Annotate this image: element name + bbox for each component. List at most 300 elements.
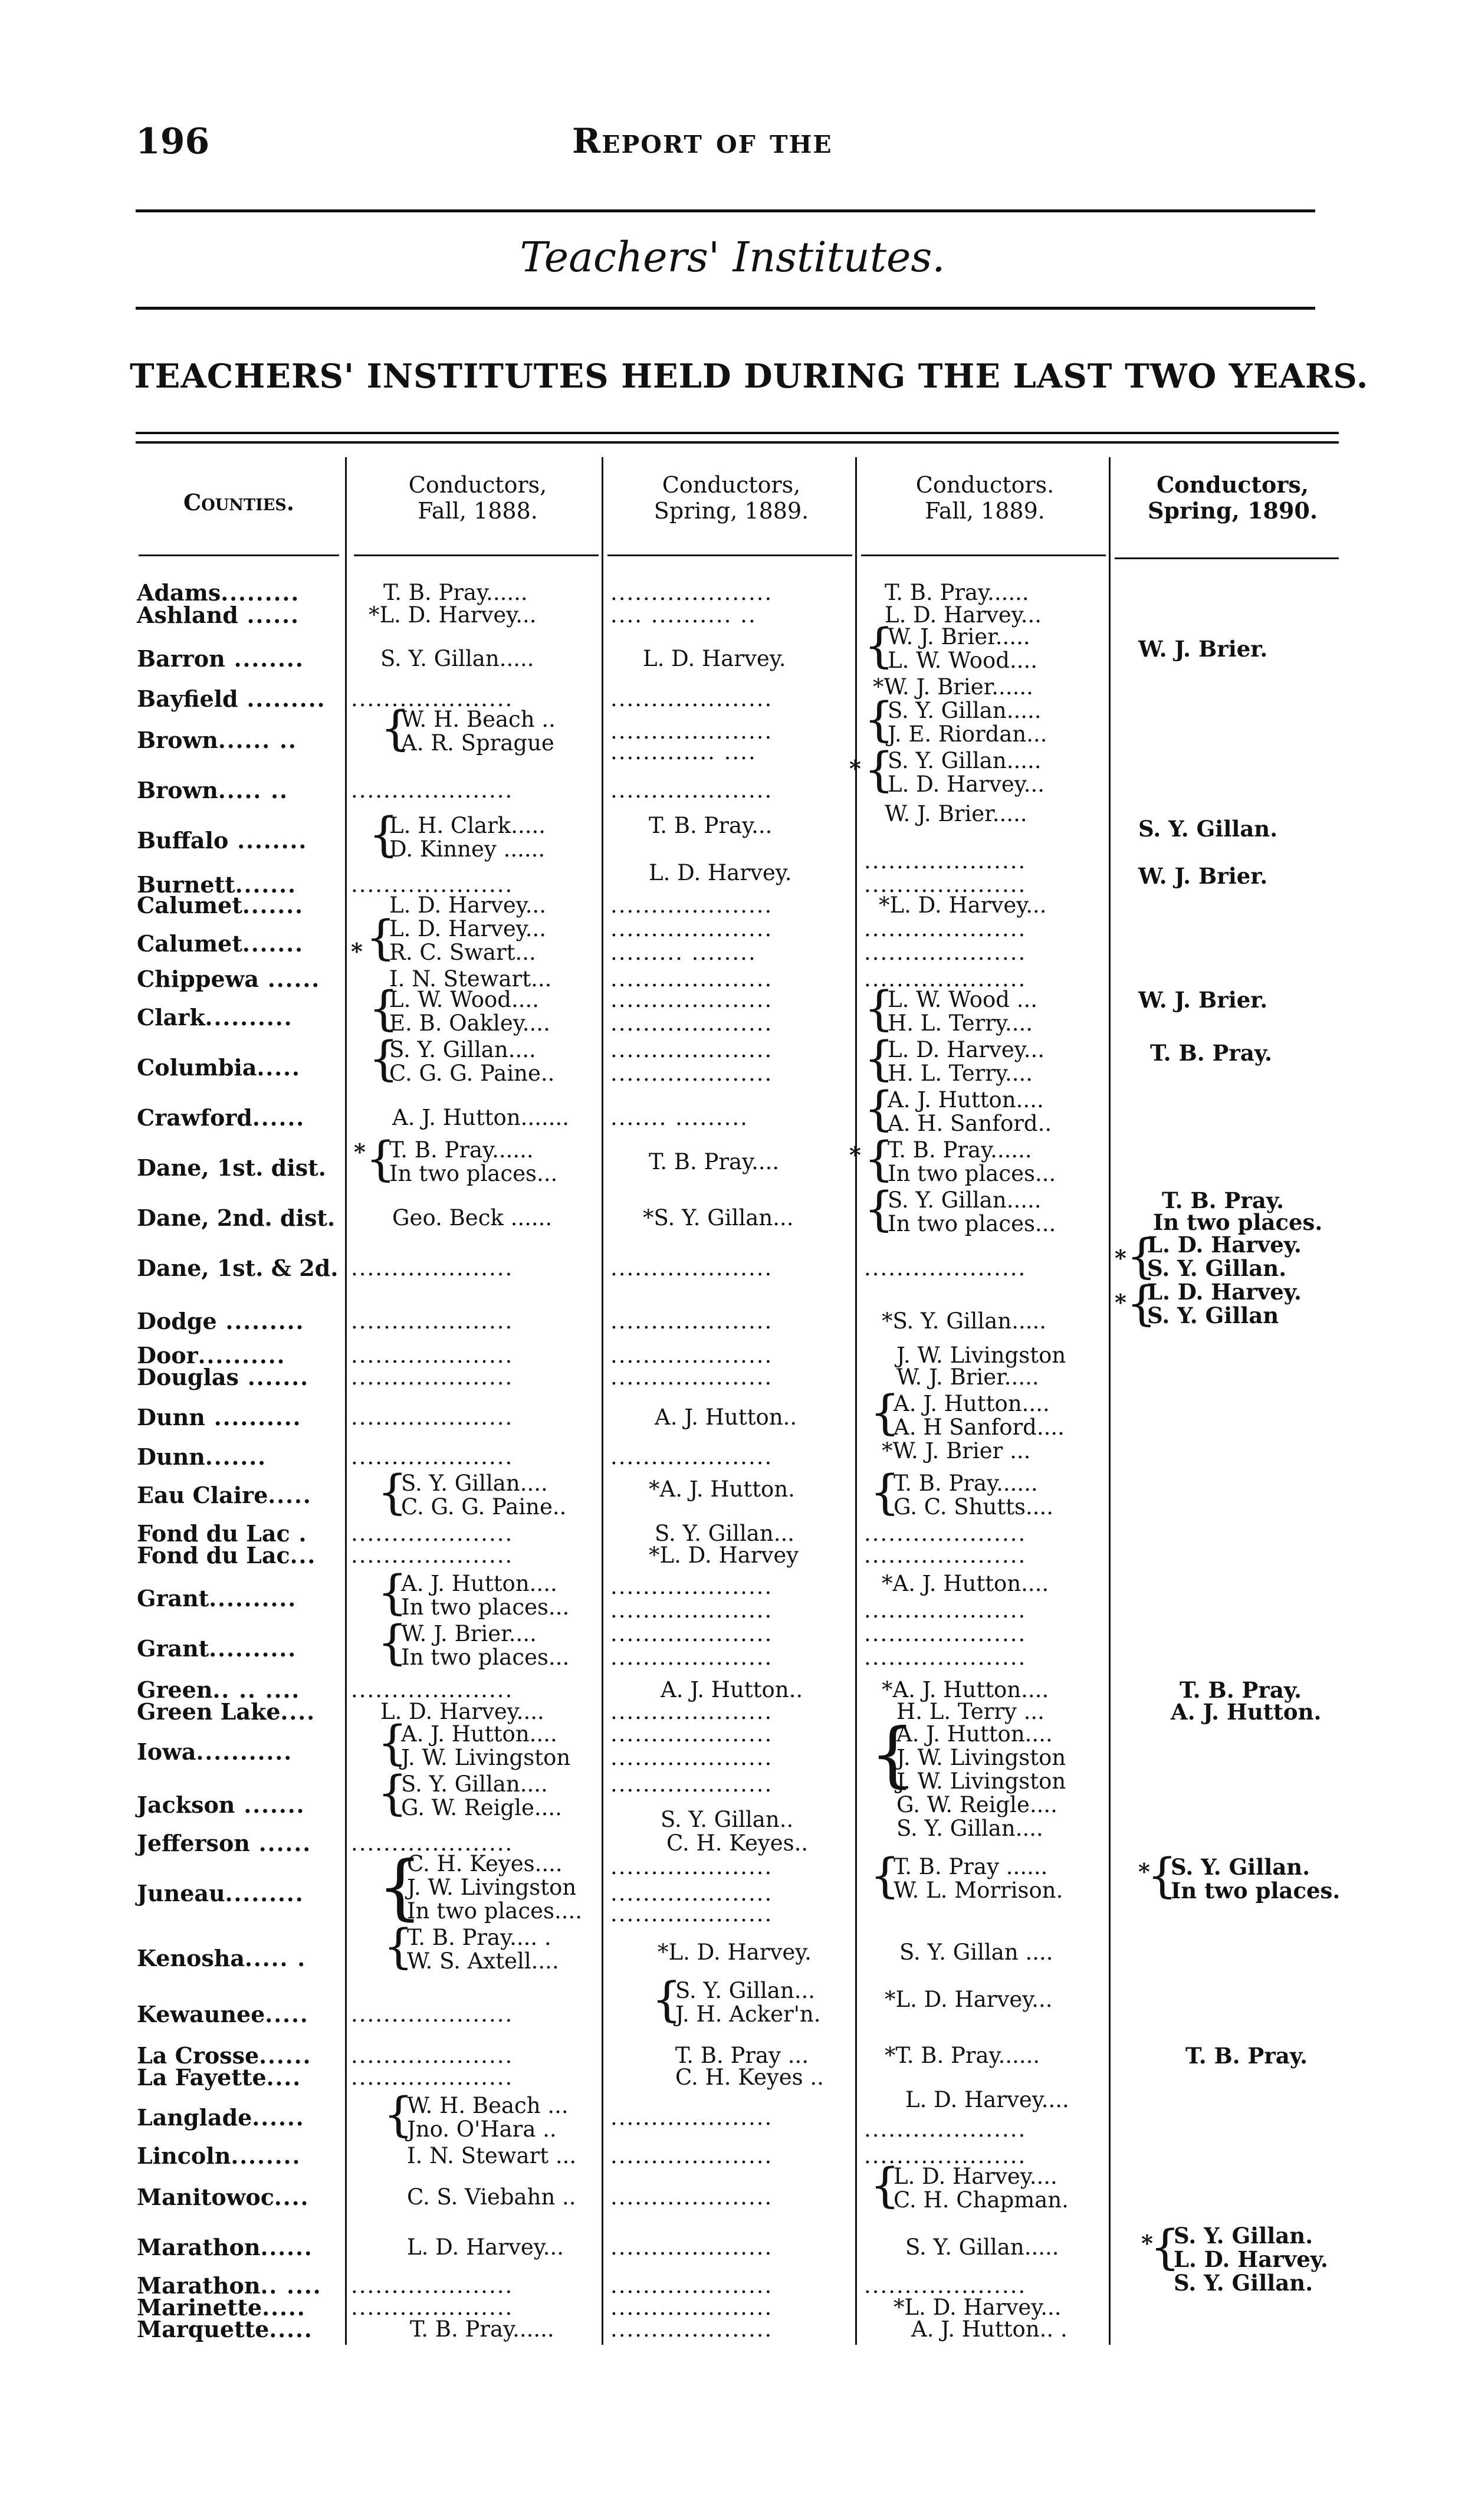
col-head-spring1890-line2: Spring, 1890. [1147,497,1318,524]
conductor-name: T. B. Pray [894,1854,1000,1879]
conductor-name: S. Y. Gillan [661,1807,780,1832]
fall1888-cell: C. H. Keyes.... [407,1851,563,1876]
county-label: Chippewa [137,966,259,992]
county-label: Columbia [137,1054,257,1081]
spring1889-empty: .................... [610,777,773,803]
conductor-name: L. D. Harvey. [1174,2246,1328,2272]
spring1890-cell [1171,1700,1321,1724]
leader-dots: .......... [205,1405,302,1430]
fall1888-empty: .................... [351,1308,514,1334]
spring1889-empty: .................... [610,892,773,918]
fall1888-empty: .................... [351,1677,514,1702]
fall1889-cell: L. W. Wood.... [888,648,1037,673]
county-dane-1st [137,1156,326,1180]
fall1889-cell [896,1344,1066,1367]
fall1889-cell: A. J. Hutton.... [894,1391,1050,1416]
leader-dots: ......... [225,1881,304,1907]
spring1889-empty: .................... [610,686,773,711]
col-divider-3 [855,457,857,2345]
fall1889-cell: A. J. Hutton.... [896,1721,1053,1747]
conductor-name: *L. D. Harvey [894,2295,1041,2320]
conductor-name: *A. J. Hutton [882,1571,1021,1596]
county-label: Burnett [137,871,235,898]
leader-dots: .......... [205,1005,293,1031]
conductor-name: W. J. Brier. [1138,636,1268,662]
county-label: Jefferson [137,1830,250,1856]
county-label: La Crosse [137,2042,260,2069]
fall1889-cell: L. D. Harvey.... [894,2164,1057,2189]
county-label: Marinette [137,2294,262,2321]
leader-dots: .......... [198,1343,286,1369]
county-label: Juneau [137,1880,225,1907]
fall1888-cell: T. B. Pray...... [410,2316,554,2342]
fall1888-cell: C. G. G. Paine.. [401,1494,567,1520]
asterisk-mark: * [1138,1858,1150,1885]
leader-dots: ...... [252,1105,306,1131]
fall1888-cell [407,1876,576,1899]
conductor-name: L. D. Harvey [643,646,779,671]
fall1888-empty: .................... [351,1343,514,1368]
spring1889-cell: L. D. Harvey. [643,646,786,671]
conductor-name: S. Y. Gillan. [1174,2223,1313,2249]
conductor-name: C. H. Keyes [666,1830,794,1856]
county-calumet-1 [137,894,304,917]
conductor-name: *A. J. Hutton [649,1476,789,1502]
leader-dots: ......... [238,686,326,712]
brace-icon: { [366,910,396,965]
spring1890-cell [1171,1879,1340,1902]
fall1889-cell: T. B. Pray ...... [894,1854,1048,1879]
conductor-name: J. W. Livingston [896,1768,1066,1794]
conductor-name: A. J. Hutton [401,1721,530,1747]
county-label: Buffalo [137,827,229,854]
fall1888-cell: L. D. Harvey... [389,916,547,941]
conductor-name: S. Y. Gillan [389,1037,508,1062]
fall1889-cell: S. Y. Gillan.... [896,1816,1043,1841]
conductor-name: W. H. Beach [407,2093,541,2118]
fall1888-cell: L. H. Clark..... [389,813,546,838]
brace-icon: { [864,1081,894,1136]
county-kewaunee [137,2003,309,2026]
spring1889-empty: .................... [610,966,773,992]
county-label: Clark [137,1004,205,1031]
conductor-name: G. W. Reigle [401,1795,534,1820]
county-jefferson [137,1832,311,1855]
spring1889-cell: J. H. Acker'n. [675,2001,821,2027]
conductor-name: S. Y. Gillan. [1174,2270,1313,2296]
conductor-name: G. W. Reigle [896,1792,1030,1817]
spring1889-cell: A. J. Hutton.. [661,1677,803,1702]
leader-dots: ..... [257,1055,301,1081]
leader-dots: .......... [209,1636,297,1662]
county-label: Dane, 1st. dist. [137,1154,326,1181]
spring1889-empty: .................... [610,1308,773,1334]
brace-icon: { [864,1131,894,1186]
county-label: Grant [137,1585,209,1612]
fall1889-cell: *W. J. Brier ... [882,1438,1031,1464]
fall1888-empty: .................... [351,1364,514,1390]
spring1890-cell [1174,2224,1313,2247]
conductor-name: Jno. O'Hara [407,2117,536,2142]
county-label: Brown [137,727,218,753]
spring1890-cell [1138,864,1267,888]
conductor-name: I. N. Stewart [407,2143,549,2168]
conductor-name: W. J. Brier [888,624,996,649]
county-label: Dunn [137,1404,205,1430]
county-brown-2 [137,779,288,802]
brace-icon: { [864,618,894,673]
brace-icon: { [383,2087,413,2142]
spring1889-cell: S. Y. Gillan... [655,1521,794,1546]
county-dodge [137,1310,304,1333]
county-label: Kenosha [137,1945,245,1971]
leader-dots: .......... [209,1586,297,1612]
fall1888-cell: W. H. Beach ... [407,2093,569,2118]
fall1889-cell [896,1746,1066,1770]
col-divider-4 [1109,457,1111,2345]
fall1888-empty: .................... [351,1543,514,1568]
spring1889-empty: .................... [610,1771,773,1797]
spring1889-cell: *A. J. Hutton. [649,1476,795,1502]
brace-icon: { [369,807,399,862]
fall1888-cell: In two places.... [407,1898,583,1924]
conductor-name: W. H. Beach [401,707,535,732]
brace-icon: { [383,1919,413,1974]
conductor-name: W. J. Brier. [1138,987,1268,1013]
conductor-name: H. L. Terry [888,1061,1005,1086]
conductor-name: W. L. Morrison [894,1878,1056,1903]
fall1888-empty: .................... [351,2273,514,2298]
col-head-fall1889 [861,472,1109,524]
fall1889-cell: S. Y. Gillan..... [888,698,1042,723]
county-label: Door [137,1342,198,1369]
county-label: Manitowoc [137,2184,274,2210]
brace-icon: { [377,1565,408,1620]
spring1889-empty: .................... [610,1901,773,1927]
county-marquette [137,2318,313,2341]
county-barron [137,647,304,671]
fall1889-empty: .................... [864,1621,1027,1646]
spring1890-cell [1147,1233,1302,1256]
fall1889-cell: W. L. Morrison. [894,1878,1063,1903]
county-label: Marathon [137,2234,261,2260]
table-top-rule-2 [136,441,1339,444]
head-rule-counties [139,554,339,556]
conductor-name: In two places [389,1161,537,1186]
brace-icon: { [870,1848,900,1903]
spring1889-empty: .................... [610,2295,773,2320]
fall1888-empty: .................... [351,686,514,711]
fall1889-cell: *L. D. Harvey... [879,892,1047,918]
fall1889-cell: L. D. Harvey... [888,1037,1045,1062]
conductor-name: A. J. Hutton [911,2316,1040,2342]
spring1889-cell: T. B. Pray.... [649,1149,780,1174]
conductor-name: J. W. Livingston [896,1745,1066,1770]
fall1889-empty: .................... [864,2117,1027,2142]
fall1889-empty: .................... [864,2143,1027,2168]
county-langlade [137,2106,305,2129]
county-label: Grant [137,1635,209,1662]
fall1889-cell: *T. B. Pray...... [885,2043,1040,2068]
conductor-name: I. N. Stewart [389,966,531,992]
conductor-name: Geo. Beck [392,1205,504,1231]
county-label: Dunn [137,1443,205,1470]
spring1889-empty: .................... [610,718,773,744]
conductor-name: W. J. Brier [896,1364,1004,1390]
county-label: Calumet [137,892,242,918]
brace-icon: { [864,1182,894,1236]
leader-dots: ........ [228,828,308,854]
county-dane-1st-2d [137,1256,338,1280]
fall1889-cell: In two places... [888,1161,1056,1186]
conductor-name: L. W. Wood [888,987,1010,1012]
conductor-name: W. J. Brier. [1138,863,1268,889]
col-head-spring1890-line1: Conductors, [1156,471,1309,498]
fall1889-cell: H. L. Terry.... [888,1010,1033,1036]
brace-icon: { [864,692,894,747]
spring1889-empty: .................... [610,2105,773,2130]
fall1889-empty: .................... [864,916,1027,941]
county-adams [137,581,300,605]
brace-icon: { [864,981,894,1036]
fall1888-cell: A. J. Hutton.... [401,1721,557,1747]
county-label: Adams [137,579,221,606]
spring1889-cell: A. J. Hutton.. [655,1405,797,1430]
brace-icon: { [377,1715,408,1770]
leader-dots: .... [274,2184,310,2210]
county-label: Lincoln [137,2142,231,2169]
brace-icon: { [864,742,894,797]
conductor-name: In two places [888,1211,1035,1236]
fall1888-cell: Geo. Beck ...... [392,1205,553,1231]
spring1889-empty: .................... [610,1574,773,1599]
fall1888-cell: C. G. G. Paine.. [389,1061,555,1086]
fall1889-cell: G. W. Reigle.... [896,1792,1057,1817]
fall1888-cell: W. J. Brier.... [401,1621,537,1646]
fall1889-cell: W. J. Brier..... [888,624,1030,649]
spring1890-cell [1147,1304,1279,1327]
fall1889-cell: S. Y. Gillan..... [888,748,1042,773]
leader-dots: ..... [265,2001,309,2027]
conductor-name: A. J. Hutton [401,1571,530,1596]
conductor-name: *W. J. Brier [882,1438,1003,1464]
spring1890-cell [1147,1280,1302,1304]
fall1889-cell [896,1770,1066,1793]
leader-dots: ........... [196,1739,293,1765]
fall1889-cell: W. J. Brier..... [885,801,1027,826]
fall1888-cell: Jno. O'Hara .. [407,2117,557,2142]
conductor-name: H. L. Terry [888,1010,1005,1036]
county-label: Eau Claire [137,1482,268,1508]
spring1889-empty: .................... [610,1061,773,1086]
brace-icon: { [377,1766,408,1820]
spring1889-empty: .................... [610,1645,773,1670]
spring1890-cell [1150,1041,1272,1065]
fall1889-cell: *S. Y. Gillan..... [882,1308,1046,1334]
spring1889-empty: .................... [610,1010,773,1036]
county-label: Fond du Lac [137,1520,290,1547]
spring1889-empty: .................... [610,1721,773,1747]
head-rule-fall1889 [861,554,1106,556]
fall1889-cell: L. D. Harvey... [885,602,1042,628]
conductor-name: S. Y. Gillan. [1171,1854,1310,1880]
brace-icon: { [870,1465,900,1520]
fall1889-cell: *L. D. Harvey... [894,2295,1062,2320]
table-title: TEACHERS' INSTITUTES HELD DURING THE LAST TWO YEARS. [130,357,1369,396]
fall1889-cell: L. D. Harvey.... [905,2087,1069,2112]
conductor-name: L. W. Wood [389,987,511,1012]
fall1888-cell: W. S. Axtell.... [407,1948,559,1974]
fall1889-cell: S. Y. Gillan .... [899,1940,1053,1965]
col-head-spring1889 [607,472,855,524]
conductor-name: A. H Sanford [894,1415,1037,1440]
county-label: Iowa [137,1738,196,1765]
fall1889-empty: .................... [864,2273,1027,2298]
leader-dots: ...... [260,2234,313,2260]
col-head-fall1888 [354,472,602,524]
fall1888-cell: G. W. Reigle.... [401,1795,562,1820]
county-label: Dane, 2nd. dist. [137,1205,336,1231]
county-label: Dane, 1st. & 2d. [137,1255,339,1281]
conductor-name: T. B. Pray. [1150,1040,1272,1066]
fall1888-empty: .................... [351,872,514,897]
conductor-name: L. D. Harvey [888,1037,1024,1062]
fall1889-empty: .................... [864,940,1027,965]
county-label: Barron [137,645,225,672]
spring1889-empty: .................... [610,1881,773,1906]
fall1889-empty: .................... [864,848,1027,874]
county-label: Langlade [137,2104,252,2131]
county-calumet-2 [137,932,304,956]
fall1889-cell: A. H. Sanford.. [888,1111,1052,1136]
fall1888-cell: T. B. Pray...... [383,580,528,605]
fall1888-cell: S. Y. Gillan..... [380,646,534,671]
conductor-name: G. C. Shutts [894,1494,1026,1520]
fall1889-empty: .................... [864,1255,1027,1281]
county-label: Marathon [137,2272,261,2299]
running-title: Report of the [572,121,833,161]
spring1889-cell: S. Y. Gillan... [675,1978,815,2003]
conductor-name: S. Y. Gillan [380,646,500,671]
brace-icon: { [366,1131,396,1186]
col-head-spring1889-line1: Conductors, [662,472,801,498]
brace-icon: { [1150,2220,1180,2275]
conductor-name: A. J. Hutton [888,1087,1016,1113]
county-jackson [137,1793,306,1817]
fall1888-cell: T. B. Pray...... [389,1137,534,1163]
leader-dots: .. .. .... [212,1677,301,1703]
conductor-name: R. C. Swart [389,940,515,965]
county-crawford [137,1106,305,1130]
conductor-name: T. B. Pray [894,1471,997,1496]
fall1888-cell [401,731,554,755]
conductor-name: E. B. Oakley [389,1010,523,1036]
conductor-name: T. B. Pray [888,1137,991,1163]
brace-icon: { [1126,1229,1157,1284]
conductor-name: L. D. Harvey [885,602,1021,628]
county-label: Dodge [137,1308,217,1334]
county-dane-2nd [137,1206,335,1230]
brace-icon: { [1147,1848,1177,1903]
fall1888-cell: R. C. Swart... [389,940,536,965]
county-juneau [137,1882,304,1905]
spring1890-cell [1180,1678,1302,1702]
asterisk-mark: * [1141,2230,1153,2256]
col-head-spring1889-line2: Spring, 1889. [653,498,809,524]
conductor-name: In two places. [1153,1209,1323,1235]
asterisk-mark: * [354,1138,366,1165]
conductor-name: L. D. Harvey [894,2164,1030,2189]
fall1889-empty: .................... [864,966,1027,992]
fall1888-empty: .................... [351,1405,514,1430]
conductor-name: C. S. Viebahn [407,2184,556,2210]
fall1889-empty: .................... [864,1597,1027,1623]
subtitle-rule [136,307,1315,310]
spring1889-cell: C. H. Keyes .. [675,2065,824,2090]
spring1890-cell [1171,1855,1310,1879]
county-iowa [137,1740,293,1764]
conductor-name: L. D. Harvey. [1147,1232,1302,1258]
brace-icon: { [870,2158,900,2213]
conductor-name: *L. D. Harvey [658,1940,805,1965]
leader-dots: ..... [262,2295,306,2321]
leader-dots: ... [290,1543,317,1569]
conductor-name: J. W. Livingston [407,1875,577,1900]
fall1889-cell: L. W. Wood ... [888,987,1037,1012]
spring1889-empty: ......... ........ [610,940,757,965]
fall1888-cell: T. B. Pray.... . [407,1925,551,1950]
conductor-name: S. Y. Gillan. [1147,1255,1287,1281]
spring1889-cell: S. Y. Gillan.. [661,1807,794,1832]
spring1889-empty: ....... ......... [610,1105,748,1130]
spring1889-empty: .................... [610,1745,773,1770]
county-label: Douglas [137,1364,239,1390]
leader-dots: ..... . [245,1945,307,1971]
conductor-name: J. W. Livingston [896,1343,1066,1368]
asterisk-mark: * [1115,1289,1126,1315]
leader-dots: ..... .. [218,777,288,803]
col-head-fall1888-line2: Fall, 1888. [418,498,538,524]
conductor-name: C. H. Chapman [894,2187,1062,2213]
spring1889-empty: .................... [610,2273,773,2298]
county-label: La Fayette [137,2064,267,2091]
spring1889-cell: T. B. Pray ... [675,2043,809,2068]
county-label: Fond du Lac [137,1542,290,1569]
county-label: Calumet [137,930,242,957]
fall1888-empty: .................... [351,1444,514,1469]
conductor-name: J. H. Acker'n [675,2001,814,2027]
conductor-name: L. D. Harvey [407,2234,543,2260]
conductor-name: *T. B. Pray [885,2043,998,2068]
leader-dots: ........ [231,2143,301,2169]
county-grant-1 [137,1587,297,1610]
fall1888-cell: I. N. Stewart ... [407,2143,577,2168]
fall1888-cell: L. D. Harvey... [389,892,547,918]
leader-dots: ....... [235,1792,306,1818]
spring1890-cell [1162,1189,1284,1212]
county-bayfield [137,687,326,711]
spring1889-empty: .................... [610,2184,773,2210]
fall1888-cell: L. W. Wood.... [389,987,539,1012]
fall1888-cell: D. Kinney ...... [389,836,546,862]
fall1889-cell: A. J. Hutton.... [888,1087,1044,1113]
fall1888-cell: L. D. Harvey... [407,2234,564,2260]
county-grant-2 [137,1637,297,1661]
conductor-name: L. D. Harvey. [1147,1279,1302,1305]
spring1889-empty: .................... [610,2234,773,2260]
conductor-name: *L. D. Harvey [885,1987,1032,2012]
brace-icon: { [377,1615,408,1670]
